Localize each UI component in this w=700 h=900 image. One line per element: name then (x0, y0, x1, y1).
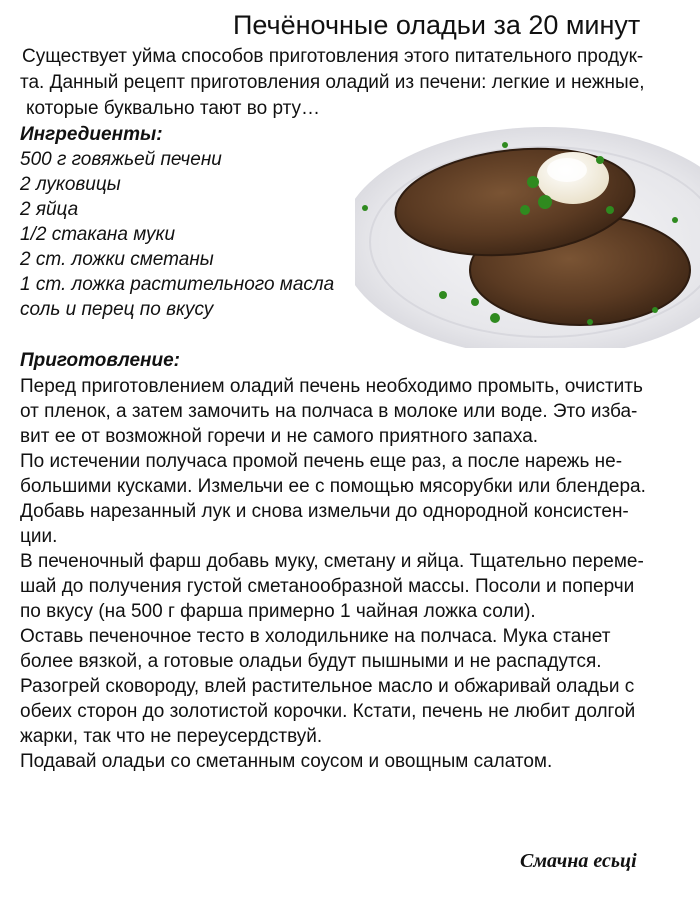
preparation-heading: Приготовление: (20, 350, 180, 371)
preparation-line: шай до получения густой сметанообразной массы. Посоли и поперчи (20, 576, 635, 597)
preparation-line: В печеночный фарш добавь муку, сметану и яйца. Тщательно переме- (20, 551, 644, 572)
ingredient-item: соль и перец по вкусу (20, 299, 214, 320)
preparation-line: Оставь печеночное тесто в холодильнике на полчаса. Мука станет (20, 626, 611, 647)
closing-signature: Смачна есьці (520, 850, 637, 872)
preparation-line: вит ее от возможной горечи и не самого приятного запаха. (20, 426, 539, 447)
ingredient-item: 2 яйца (20, 199, 79, 220)
preparation-line: большими кусками. Измельчи ее с помощью мясорубки или блендера. (20, 476, 646, 497)
preparation-line: Перед приготовлением оладий печень необходимо промыть, очистить (20, 376, 643, 397)
ingredient-item: 1 ст. ложка растительного масла (20, 274, 335, 295)
intro-line: которые буквально тают во рту… (26, 98, 321, 119)
preparation-line: Подавай оладьи со сметанным соусом и овощным салатом. (20, 751, 553, 772)
preparation-line: по вкусу (на 500 г фарша примерно 1 чайная ложка соли). (20, 601, 536, 622)
preparation-line: Добавь нарезанный лук и снова измельчи до однородной консистен- (20, 501, 629, 522)
preparation-line: жарки, так что не переусердствуй. (20, 726, 323, 747)
ingredients-heading: Ингредиенты: (20, 124, 163, 145)
ingredient-item: 1/2 стакана муки (20, 224, 176, 245)
ingredient-item: 2 луковицы (20, 174, 121, 195)
intro-line: Существует уйма способов приготовления этого питательного продук- (22, 46, 644, 67)
preparation-line: более вязкой, а готовые оладьи будут пышными и не распадутся. (20, 651, 602, 672)
liver-pancakes-photo (355, 110, 700, 348)
preparation-line: от пленок, а затем замочить на полчаса в молоке или воде. Это изба- (20, 401, 638, 422)
preparation-line: Разогрей сковороду, влей растительное масло и обжаривай оладьи с (20, 676, 635, 697)
preparation-line: ции. (20, 526, 58, 547)
page-title: Печёночные оладьи за 20 минут (233, 10, 641, 40)
ingredients-list (20, 122, 355, 322)
intro-line: та. Данный рецепт приготовления оладий из печени: легкие и нежные, (20, 72, 645, 93)
ingredient-item: 2 ст. ложки сметаны (20, 249, 214, 270)
ingredient-item: 500 г говяжьей печени (20, 149, 222, 170)
preparation-line: По истечении получаса промой печень еще раз, а после нарежь не- (20, 451, 623, 472)
preparation-steps (20, 374, 692, 774)
preparation-line: обеих сторон до золотистой корочки. Кстати, печень не любит долгой (20, 701, 636, 722)
